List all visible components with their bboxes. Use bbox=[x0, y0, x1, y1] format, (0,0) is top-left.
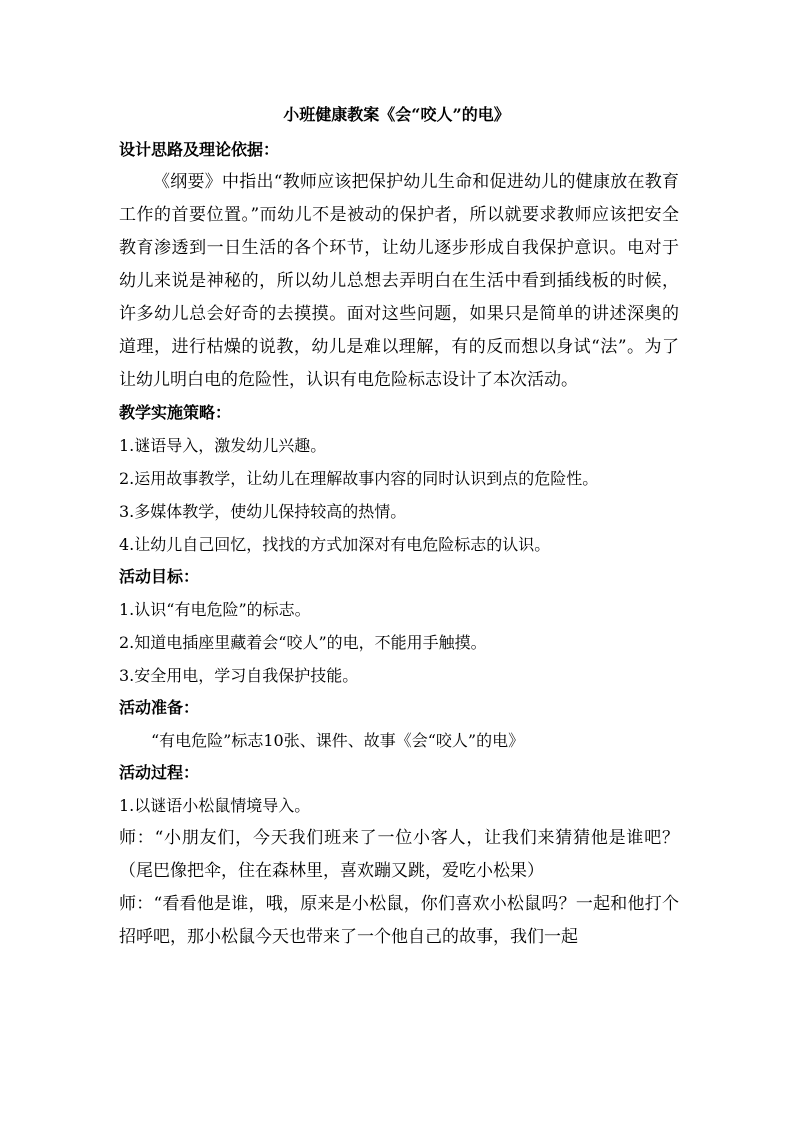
goal-item: 1.认识“有电危险”的标志。 bbox=[119, 600, 311, 619]
section-heading-design: 设计思路及理论依据： bbox=[119, 140, 280, 159]
section-heading-process: 活动过程： bbox=[119, 763, 200, 782]
goal-item: 3.安全用电，学习自我保护技能。 bbox=[119, 666, 359, 685]
strategy-item: 1.谜语导入，激发幼儿兴趣。 bbox=[119, 436, 327, 455]
design-paragraph: 《纲要》中指出“教师应该把保护幼儿生命和促进幼儿的健康放在教育工作的首要位置。”而幼儿不是被动的保护者，所以就要求教师应该把安全教育渗透到一日生活的各个环节，让幼儿逐步形成自我保护意识。电对于幼儿来说是神秘的，所以幼儿总想去弄明白在生活中看到插线板的时候，许多幼儿总会好奇的去摸摸。面对这些问题，如果只是简单的讲述深奥的道理，进行枯燥的说教，幼儿是难以理解，有的反而想以身试“法”。为了让幼儿明白电的危险性，认识有电危险标志设计了本次活动。 bbox=[119, 172, 679, 390]
dialogue-paragraph: 师：“看看他是谁，哦，原来是小松鼠，你们喜欢小松鼠吗？一起和他打个招呼吧，那小松鼠今天也带来了一个他自己的故事，我们一起 bbox=[119, 894, 679, 947]
document-title: 小班健康教案《会“咬人”的电》 bbox=[283, 105, 510, 124]
strategy-item: 3.多媒体教学，使幼儿保持较高的热情。 bbox=[119, 502, 407, 521]
strategy-item: 2.运用故事教学，让幼儿在理解故事内容的同时认识到点的危险性。 bbox=[119, 469, 599, 488]
dialogue-paragraph: 师：“小朋友们，今天我们班来了一位小客人，让我们来猜猜他是谁吧？（尾巴像把伞，住在森林里，喜欢蹦又跳，爱吃小松果） bbox=[119, 828, 679, 881]
section-heading-preparation: 活动准备： bbox=[119, 698, 200, 717]
section-heading-goals: 活动目标： bbox=[119, 567, 200, 586]
section-heading-strategy: 教学实施策略： bbox=[119, 403, 232, 422]
process-step: 1.以谜语小松鼠情境导入。 bbox=[119, 796, 311, 815]
strategy-item: 4.让幼儿自己回忆，找找的方式加深对有电危险标志的认识。 bbox=[119, 535, 551, 554]
preparation-text: “有电危险”标志10张、课件、故事《会“咬人”的电》 bbox=[151, 731, 525, 750]
goal-item: 2.知道电插座里藏着会“咬人”的电，不能用手触摸。 bbox=[119, 633, 487, 652]
document-body bbox=[119, 134, 679, 954]
